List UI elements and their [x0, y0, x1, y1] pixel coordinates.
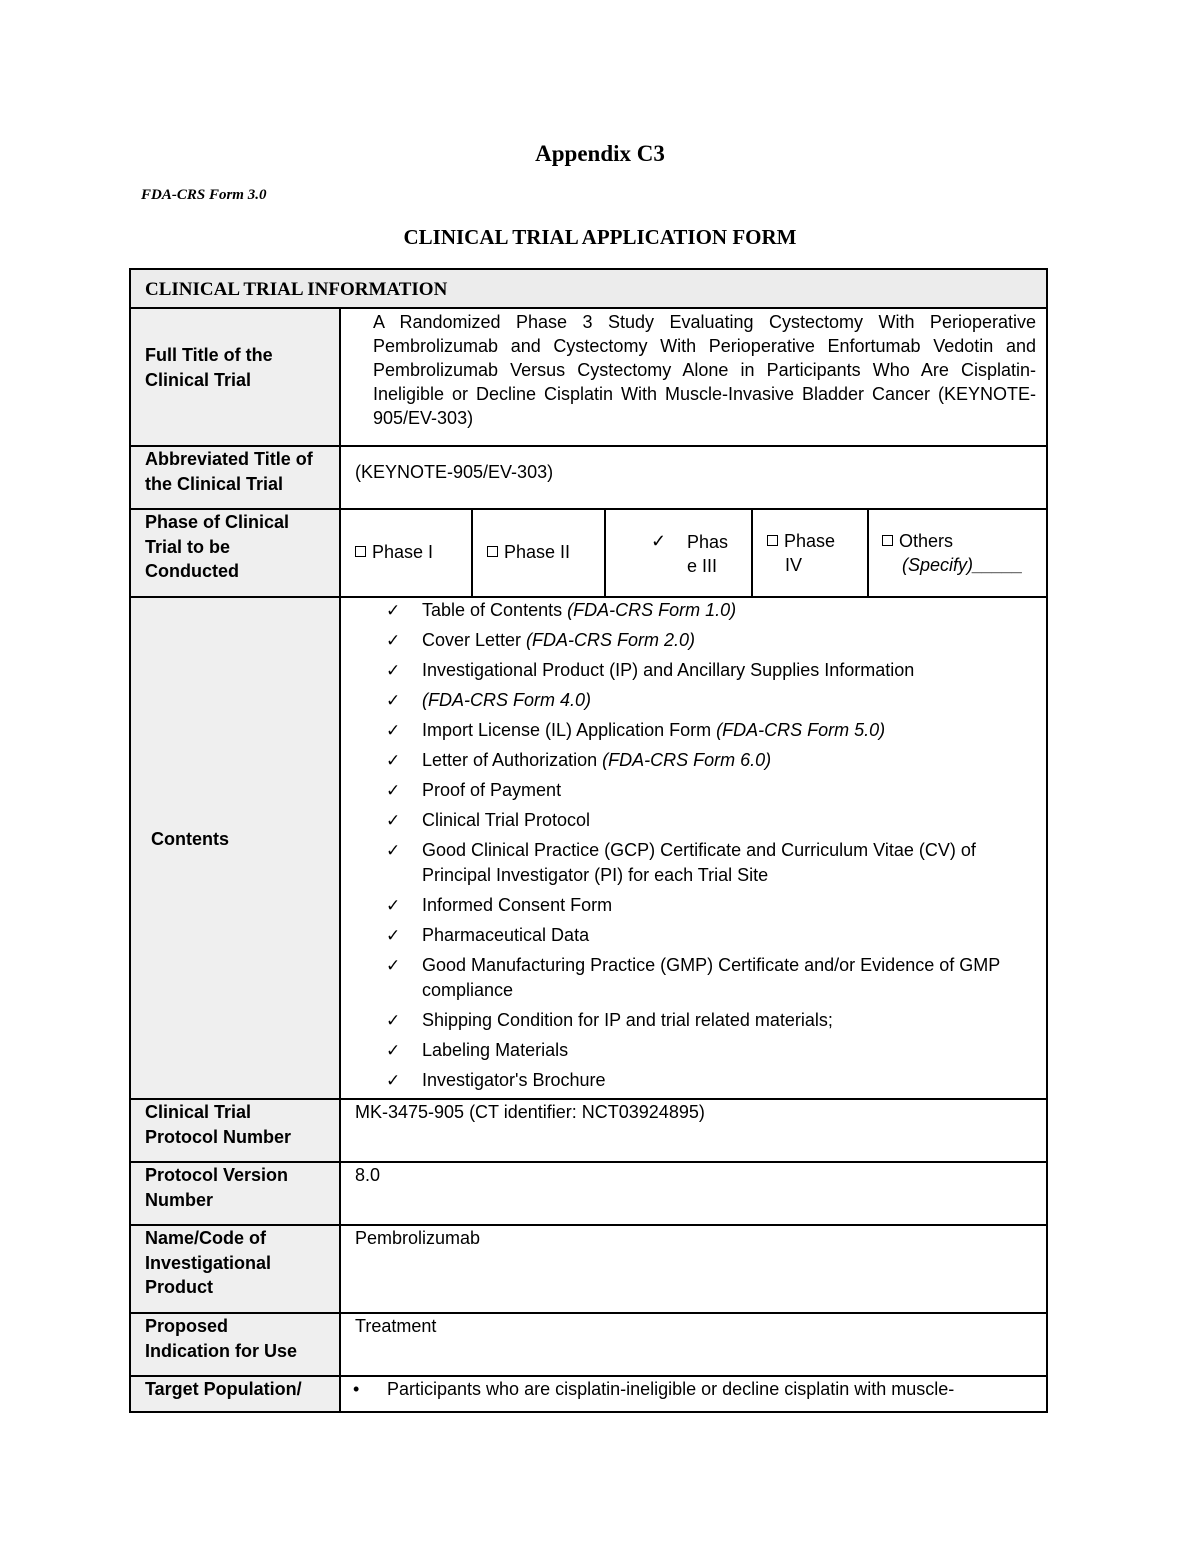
phase4-cell[interactable]	[753, 510, 869, 596]
contents-item-text: Import License (IL) Application Form	[422, 720, 717, 740]
contents-item-text: Good Manufacturing Practice (GMP) Certificate and/or Evidence of GMP compliance	[422, 955, 1000, 1000]
full-title-label	[131, 309, 341, 445]
contents-value	[341, 598, 1046, 1098]
check-icon: ✓	[386, 691, 401, 710]
row-contents	[131, 598, 1046, 1100]
contents-item-form: (FDA-CRS Form 2.0)	[526, 630, 696, 650]
phase2-label: Phase II	[504, 542, 571, 562]
contents-item-form: (FDA-CRS Form 1.0)	[567, 600, 737, 620]
phase3-check-icon[interactable]: ✓	[651, 531, 667, 551]
contents-item-form: (FDA-CRS Form 4.0)	[422, 690, 592, 710]
contents-item	[386, 778, 1026, 803]
contents-item-text: Investigator's Brochure	[422, 1070, 606, 1090]
contents-item-text: Labeling Materials	[422, 1040, 569, 1060]
target-population-text: Participants who are cisplatin-ineligible or decline cisplatin with muscle-	[387, 1379, 955, 1399]
appendix-title: Appendix C3	[535, 141, 665, 166]
check-icon: ✓	[386, 601, 401, 620]
phase3-cell[interactable]	[606, 510, 753, 596]
abbrev-title-label-line1: Abbreviated Title of	[145, 449, 313, 469]
protocol-version-value: 8.0	[355, 1165, 381, 1185]
contents-item-text: Proof of Payment	[422, 780, 562, 800]
phase4-checkbox-icon[interactable]	[767, 535, 778, 546]
check-icon: ✓	[386, 631, 401, 650]
contents-item	[386, 748, 1026, 773]
contents-item	[386, 893, 1026, 918]
check-icon: ✓	[386, 661, 401, 680]
row-full-title	[131, 309, 1046, 447]
product-label-line2: Investigational	[145, 1252, 272, 1273]
phase-label	[131, 510, 341, 596]
check-icon: ✓	[386, 721, 401, 740]
phase4-label-line1: Phase	[784, 531, 836, 551]
row-protocol-version	[131, 1163, 1046, 1226]
check-icon: ✓	[386, 841, 401, 860]
phase4-label-line2: IV	[785, 555, 803, 575]
phase-label-line1: Phase of Clinical	[145, 512, 290, 532]
contents-item	[386, 1038, 1026, 1063]
check-icon: ✓	[386, 956, 401, 975]
indication-label	[131, 1314, 341, 1375]
product-label-line1: Name/Code of	[145, 1228, 267, 1248]
contents-item	[386, 688, 1026, 713]
phase-label-line2: Trial to be	[145, 536, 231, 557]
contents-item-text: Pharmaceutical Data	[422, 925, 590, 945]
row-abbrev-title	[131, 447, 1046, 510]
contents-item	[386, 1068, 1026, 1093]
full-title-label-line2: Clinical Trial	[145, 369, 252, 390]
indication-label-line2: Indication for Use	[145, 1340, 298, 1361]
indication-label-line1: Proposed	[145, 1316, 229, 1336]
contents-item	[386, 718, 1026, 743]
contents-item-text: Letter of Authorization	[422, 750, 603, 770]
protocol-number-value: MK-3475-905 (CT identifier: NCT03924895)	[355, 1102, 705, 1122]
contents-item-text: Informed Consent Form	[422, 895, 613, 915]
row-product	[131, 1226, 1046, 1314]
phase2-cell[interactable]	[473, 510, 606, 596]
contents-label-cell	[131, 598, 341, 1098]
contents-item	[386, 838, 1026, 888]
contents-item-text: Shipping Condition for IP and trial related materials;	[422, 1010, 833, 1030]
contents-label: Contents	[151, 829, 229, 849]
contents-item	[386, 808, 1026, 833]
row-indication	[131, 1314, 1046, 1377]
row-protocol-number	[131, 1100, 1046, 1163]
others-cell[interactable]	[869, 510, 1046, 596]
check-icon: ✓	[386, 1011, 401, 1030]
contents-list	[386, 598, 1026, 1098]
section-header-label: CLINICAL TRIAL INFORMATION	[145, 279, 448, 300]
phase3-label-line2: e III	[687, 556, 718, 576]
contents-item-text: Cover Letter	[422, 630, 527, 650]
indication-value: Treatment	[355, 1316, 437, 1336]
product-value: Pembrolizumab	[355, 1228, 481, 1248]
check-icon: ✓	[386, 811, 401, 830]
check-icon: ✓	[386, 926, 401, 945]
protocol-version-label-line2: Number	[145, 1189, 214, 1210]
others-label: Others	[899, 531, 954, 551]
phase3-label-line1: Phas	[687, 532, 729, 552]
contents-item	[386, 1008, 1026, 1033]
protocol-version-label-line1: Protocol Version	[145, 1165, 289, 1185]
check-icon: ✓	[386, 781, 401, 800]
full-title-value: A Randomized Phase 3 Study Evaluating Cystectomy With Perioperative Pembrolizumab and Cystectomy With Perioperative Enfortumab Vedotin and Pembrolizumab Versus Cystectomy Alone in Participants Who Are Cisplatin-Ineligible or Decline Cisplatin With Muscle-Invasive Bladder Cancer (KEYNOTE-905/EV-303)	[373, 312, 1036, 428]
abbrev-title-value: (KEYNOTE-905/EV-303)	[355, 462, 554, 482]
target-population-label: Target Population/	[131, 1377, 341, 1411]
phase2-checkbox-icon[interactable]	[487, 546, 498, 557]
contents-item-text: Table of Contents	[422, 600, 568, 620]
protocol-version-label	[131, 1163, 341, 1224]
contents-item-text: Good Clinical Practice (GCP) Certificate and Curriculum Vitae (CV) of Principal Investigator (PI) for each Trial Site	[422, 840, 976, 885]
others-specify: (Specify)_____	[902, 555, 1024, 575]
protocol-number-label	[131, 1100, 341, 1161]
contents-item	[386, 923, 1026, 948]
protocol-number-label-line2: Protocol Number	[145, 1126, 292, 1147]
check-icon: ✓	[386, 896, 401, 915]
product-label-line3: Product	[145, 1277, 214, 1297]
row-target-population	[131, 1377, 1046, 1411]
form-title: CLINICAL TRIAL APPLICATION FORM	[403, 225, 797, 249]
section-header	[131, 270, 1046, 309]
contents-item-text: Clinical Trial Protocol	[422, 810, 591, 830]
abbrev-title-label-line2: the Clinical Trial	[145, 473, 284, 494]
contents-item	[386, 953, 1026, 1003]
contents-item	[386, 628, 1026, 653]
abbrev-title-label	[131, 447, 341, 508]
product-label	[131, 1226, 341, 1312]
form-code: FDA-CRS Form 3.0	[141, 187, 267, 203]
bullet-icon: •	[353, 1379, 360, 1399]
check-icon: ✓	[386, 1071, 401, 1090]
full-title-label-line1: Full Title of the	[145, 345, 273, 365]
phase-label-line3: Conducted	[145, 561, 239, 581]
contents-item	[386, 598, 1026, 623]
contents-item-form: (FDA-CRS Form 5.0)	[716, 720, 886, 740]
clinical-trial-table	[129, 268, 1048, 1413]
contents-item-text: Investigational Product (IP) and Ancillary Supplies Information	[422, 660, 915, 680]
check-icon: ✓	[386, 1041, 401, 1060]
contents-item-form: (FDA-CRS Form 6.0)	[602, 750, 772, 770]
phase1-cell[interactable]	[341, 510, 473, 596]
target-population-value	[341, 1377, 1046, 1411]
protocol-number-label-line1: Clinical Trial	[145, 1102, 252, 1122]
check-icon: ✓	[386, 751, 401, 770]
others-checkbox-icon[interactable]	[882, 535, 893, 546]
phase1-checkbox-icon[interactable]	[355, 546, 366, 557]
row-phase	[131, 510, 1046, 598]
contents-item	[386, 658, 1026, 683]
phase1-label: Phase I	[372, 542, 434, 562]
